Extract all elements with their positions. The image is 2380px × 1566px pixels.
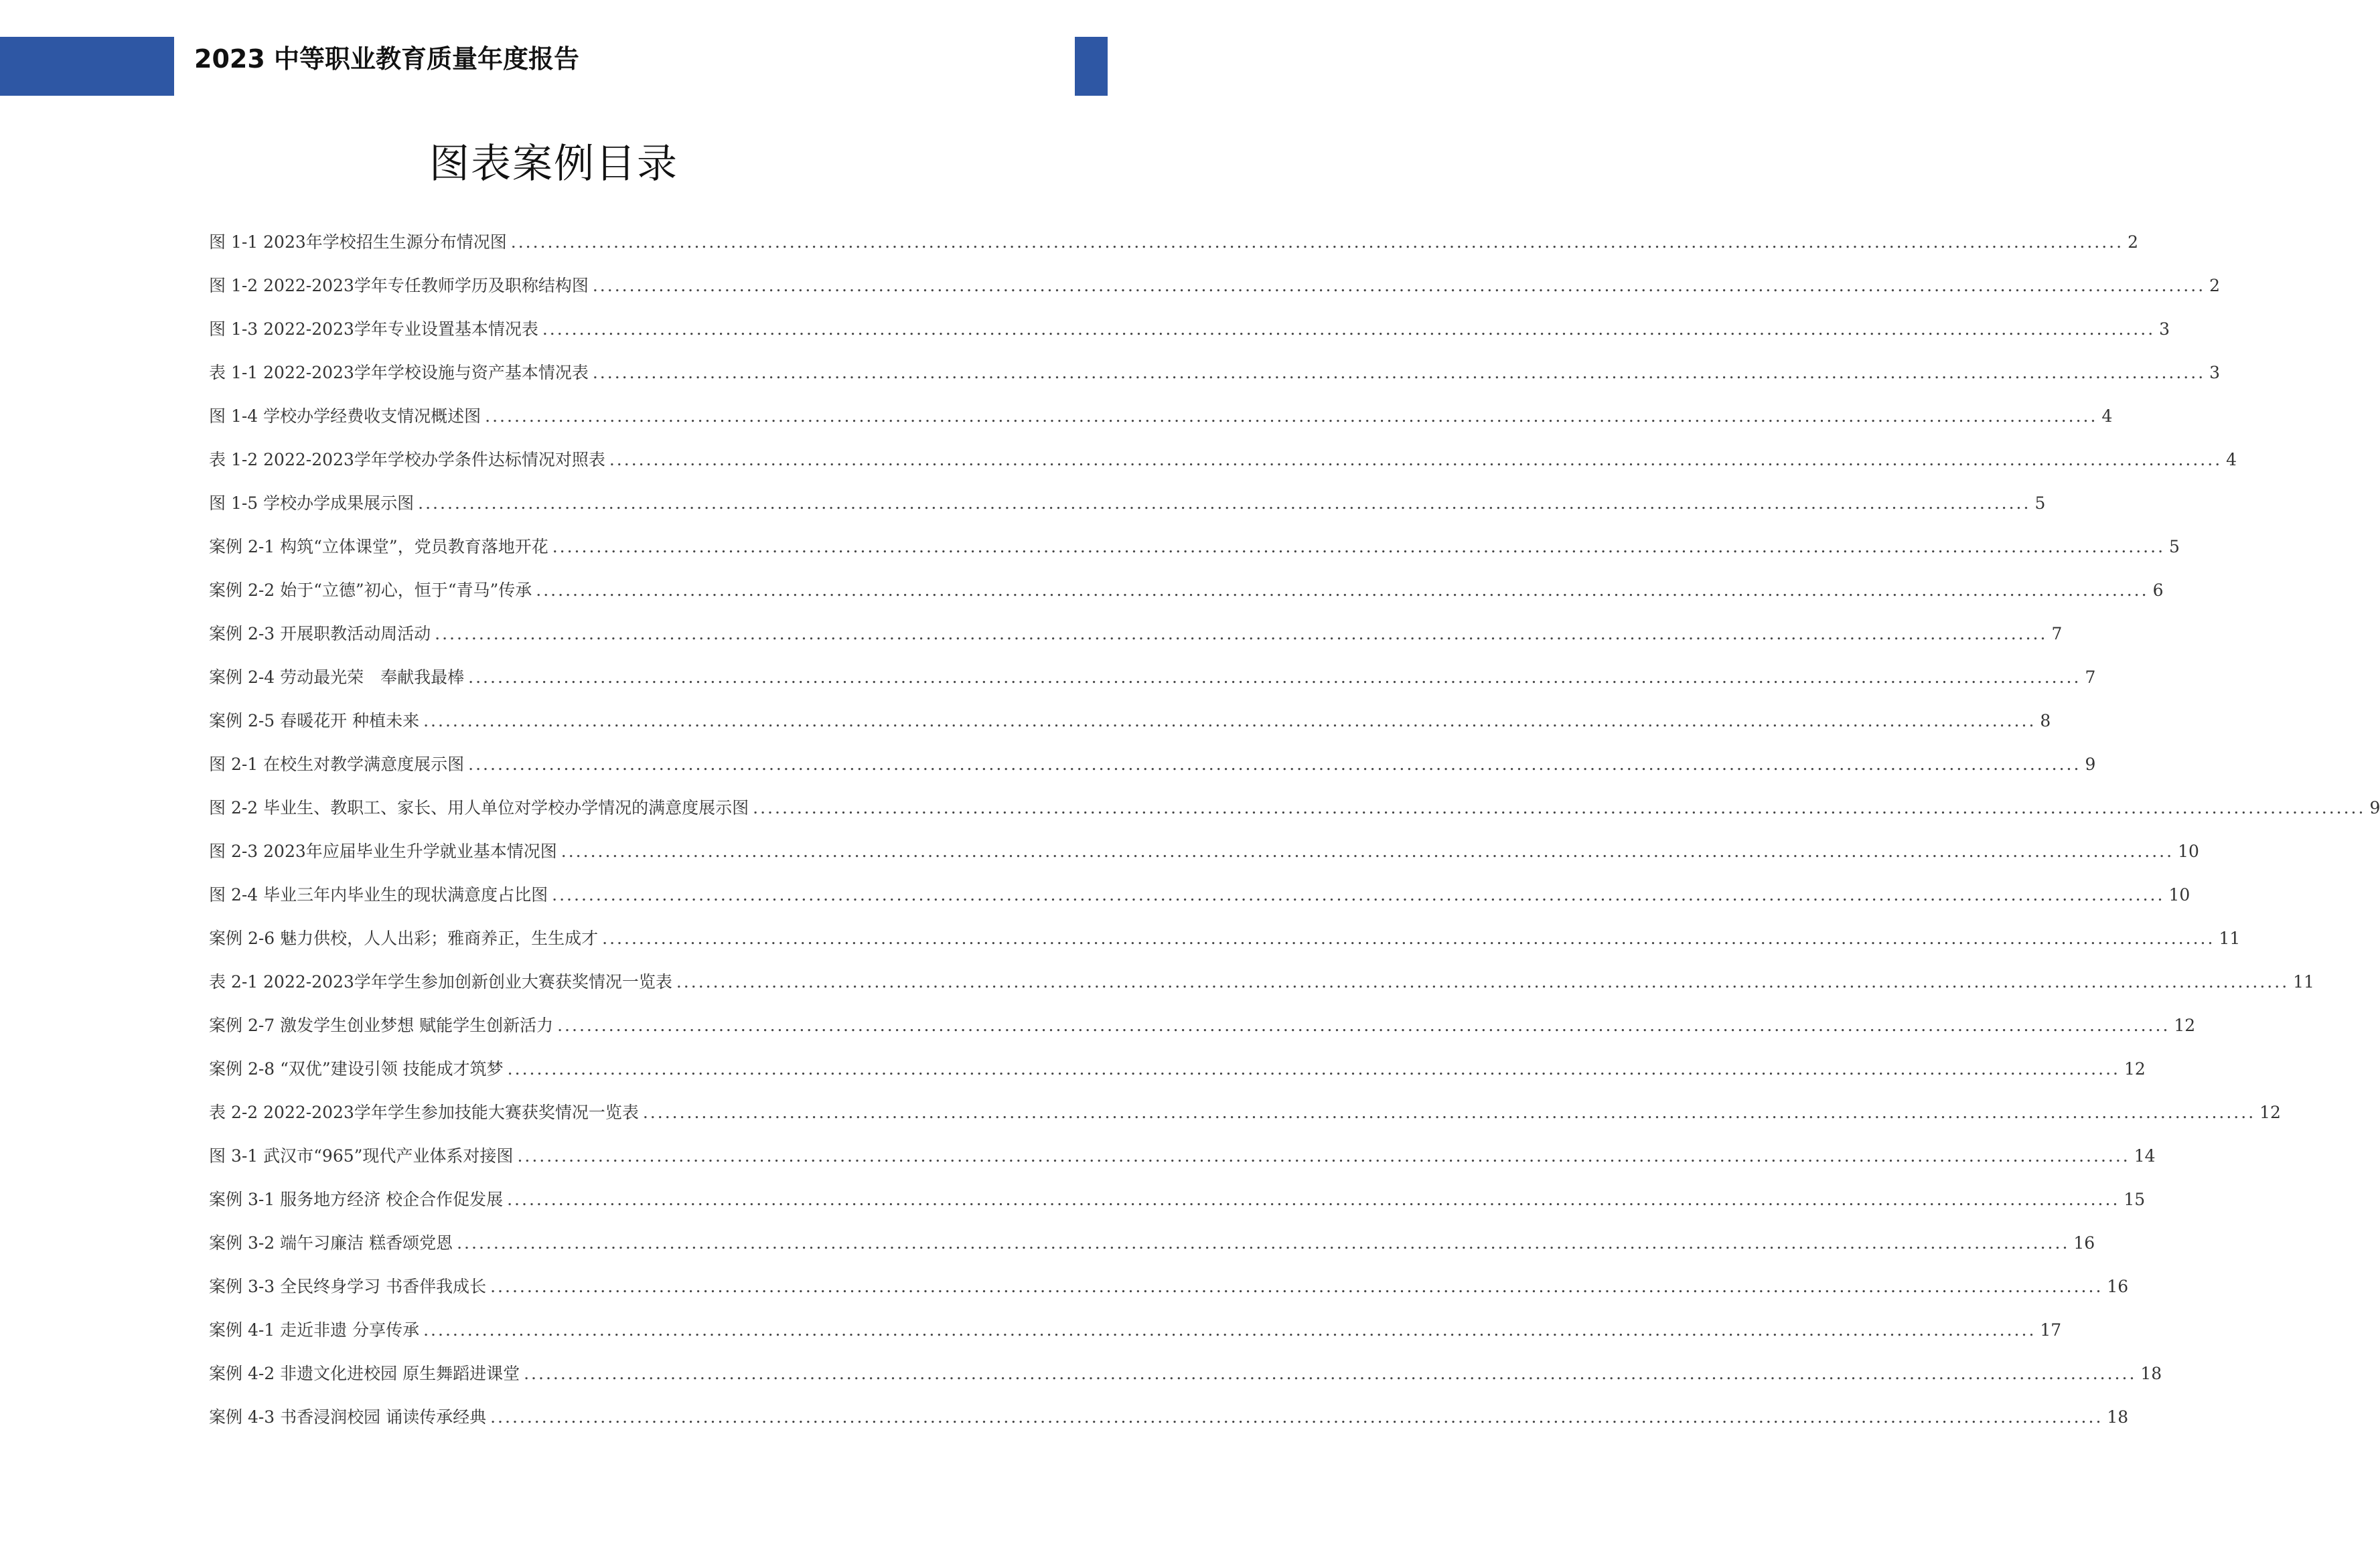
toc-entry-label: 案例 3-3 全民终身学习 书香伴我成长 [209, 1277, 487, 1296]
toc-entry[interactable] [209, 1184, 2146, 1227]
toc-entry-page-number: 14 [2134, 1146, 2156, 1166]
toc-entry-label: 图 1-4 学校办学经费收支情况概述图 [209, 406, 481, 426]
toc-dot-leader: ............................................................................................................................................................................................................................ [552, 537, 2166, 556]
toc-entry[interactable] [209, 923, 2241, 966]
toc-entry[interactable] [209, 966, 2314, 1010]
toc-entry-page-number: 5 [2034, 493, 2046, 513]
toc-dot-leader: ............................................................................................................................................................................................................................ [609, 450, 2223, 469]
toc-entry-page-number: 9 [2085, 755, 2096, 774]
toc-entry[interactable] [209, 270, 2221, 313]
toc-dot-leader: ............................................................................................................................................................................................................................ [435, 624, 2048, 643]
toc-entry-page-number: 18 [2107, 1407, 2129, 1427]
toc-dot-leader: ............................................................................................................................................................................................................................ [423, 711, 2036, 730]
toc-entry[interactable] [209, 487, 2046, 531]
toc-entry-page-number: 3 [2209, 363, 2221, 382]
toc-entry-label: 案例 3-1 服务地方经济 校企合作促发展 [209, 1190, 504, 1209]
toc-entry[interactable] [209, 749, 2096, 792]
toc-entry-page-number: 4 [2101, 406, 2113, 426]
toc-entry-label: 表 1-1 2022-2023学年学校设施与资产基本情况表 [209, 363, 589, 382]
toc-entry-label: 图 1-3 2022-2023学年专业设置基本情况表 [209, 319, 538, 339]
toc-entry-page-number: 2 [2209, 276, 2221, 295]
header-accent-band-left [0, 37, 174, 96]
toc-entry-page-number: 17 [2040, 1320, 2062, 1340]
toc-entry-label: 图 2-1 在校生对教学满意度展示图 [209, 755, 465, 774]
toc-entry[interactable] [209, 1314, 2062, 1358]
toc-dot-leader: ............................................................................................................................................................................................................................ [423, 1320, 2036, 1340]
toc-entry-page-number: 12 [2124, 1059, 2146, 1079]
toc-dot-leader: ............................................................................................................................................................................................................................ [753, 798, 2366, 817]
toc-entry-label: 案例 2-4 劳动最光荣 奉献我最棒 [209, 668, 465, 687]
toc-entry-label: 案例 4-3 书香浸润校园 诵读传承经典 [209, 1407, 487, 1427]
toc-entry-label: 图 2-2 毕业生、教职工、家长、用人单位对学校办学情况的满意度展示图 [209, 798, 749, 817]
toc-dot-leader: ............................................................................................................................................................................................................................ [592, 363, 2206, 382]
toc-dot-leader: ............................................................................................................................................................................................................................ [561, 842, 2174, 861]
toc-entry[interactable] [209, 1140, 2156, 1184]
toc-entry-label: 案例 4-2 非遗文化进校园 原生舞蹈进课堂 [209, 1364, 520, 1383]
toc-entry-label: 图 2-3 2023年应届毕业生升学就业基本情况图 [209, 842, 557, 861]
toc-entry-label: 表 1-2 2022-2023学年学校办学条件达标情况对照表 [209, 450, 605, 469]
toc-entry-page-number: 9 [2369, 798, 2380, 817]
toc-entry[interactable] [209, 400, 2113, 444]
toc-entry-page-number: 10 [2168, 885, 2190, 905]
toc-dot-leader: ............................................................................................................................................................................................................................ [542, 319, 2156, 339]
toc-dot-leader: ............................................................................................................................................................................................................................ [418, 493, 2031, 513]
toc-dot-leader: ............................................................................................................................................................................................................................ [552, 885, 2165, 905]
toc-dot-leader: ............................................................................................................................................................................................................................ [676, 972, 2290, 992]
toc-entry-page-number: 11 [2219, 929, 2241, 948]
toc-dot-leader: ............................................................................................................................................................................................................................ [490, 1407, 2103, 1427]
toc-dot-leader: ............................................................................................................................................................................................................................ [507, 1190, 2120, 1209]
toc-entry-page-number: 8 [2040, 711, 2051, 730]
toc-entry[interactable] [209, 1010, 2196, 1053]
toc-entry[interactable] [209, 1358, 2162, 1401]
toc-entry-page-number: 6 [2152, 580, 2164, 600]
toc-entry[interactable] [209, 531, 2180, 574]
toc-entry-page-number: 16 [2073, 1233, 2095, 1253]
toc-dot-leader: ............................................................................................................................................................................................................................ [517, 1146, 2130, 1166]
page-title: 图表案例目录 [429, 141, 678, 187]
toc-entry[interactable] [209, 1271, 2129, 1314]
toc-entry-page-number: 16 [2107, 1277, 2129, 1296]
toc-entry[interactable] [209, 444, 2237, 487]
toc-entry-label: 图 1-2 2022-2023学年专任教师学历及职称结构图 [209, 276, 589, 295]
toc-entry-page-number: 11 [2293, 972, 2314, 992]
report-title: 2023 中等职业教育质量年度报告 [194, 44, 579, 74]
toc-entry-page-number: 12 [2174, 1016, 2196, 1035]
toc-entry-page-number: 7 [2085, 668, 2096, 687]
toc-entry-label: 表 2-1 2022-2023学年学生参加创新创业大赛获奖情况一览表 [209, 972, 672, 992]
toc-dot-leader: ............................................................................................................................................................................................................................ [468, 755, 2081, 774]
toc-entry-label: 案例 2-3 开展职教活动周活动 [209, 624, 431, 643]
toc-dot-leader: ............................................................................................................................................................................................................................ [507, 1059, 2120, 1079]
toc-entry-page-number: 7 [2051, 624, 2063, 643]
toc-entry-label: 案例 2-5 春暖花开 种植未来 [209, 711, 420, 730]
toc-entry[interactable] [209, 661, 2096, 705]
toc-entry[interactable] [209, 879, 2190, 923]
toc-dot-leader: ............................................................................................................................................................................................................................ [510, 232, 2124, 252]
toc-entry[interactable] [209, 1097, 2281, 1140]
toc-entry-label: 案例 4-1 走近非遗 分享传承 [209, 1320, 420, 1340]
toc-entry-page-number: 18 [2140, 1364, 2162, 1383]
toc-entry[interactable] [209, 226, 2138, 270]
toc-entry-label: 案例 2-7 激发学生创业梦想 赋能学生创新活力 [209, 1016, 554, 1035]
toc-entry[interactable] [209, 836, 2199, 879]
toc-dot-leader: ............................................................................................................................................................................................................................ [485, 406, 2098, 426]
toc-entry-label: 案例 3-2 端午习廉洁 糕香颂党恩 [209, 1233, 453, 1253]
toc-entry-page-number: 3 [2159, 319, 2170, 339]
toc-list [209, 226, 2380, 1445]
toc-entry[interactable] [209, 792, 2380, 836]
toc-entry-page-number: 15 [2124, 1190, 2146, 1209]
toc-entry[interactable] [209, 1401, 2129, 1445]
toc-entry-label: 图 3-1 武汉市“965”现代产业体系对接图 [209, 1146, 514, 1166]
toc-entry[interactable] [209, 1053, 2146, 1097]
toc-dot-leader: ............................................................................................................................................................................................................................ [642, 1103, 2256, 1122]
toc-entry[interactable] [209, 313, 2170, 357]
toc-dot-leader: ............................................................................................................................................................................................................................ [602, 929, 2215, 948]
toc-entry-label: 案例 2-2 始于“立德”初心，恒于“青马”传承 [209, 580, 532, 600]
toc-dot-leader: ............................................................................................................................................................................................................................ [468, 668, 2081, 687]
toc-entry[interactable] [209, 1227, 2095, 1271]
toc-entry-page-number: 12 [2259, 1103, 2281, 1122]
toc-dot-leader: ............................................................................................................................................................................................................................ [557, 1016, 2170, 1035]
toc-entry-label: 案例 2-1 构筑“立体课堂”，党员教育落地开花 [209, 537, 548, 556]
toc-entry[interactable] [209, 618, 2063, 661]
header-accent-band-right [1075, 37, 1108, 96]
toc-dot-leader: ............................................................................................................................................................................................................................ [490, 1277, 2103, 1296]
toc-dot-leader: ............................................................................................................................................................................................................................ [592, 276, 2206, 295]
toc-entry-page-number: 4 [2226, 450, 2237, 469]
toc-entry-label: 表 2-2 2022-2023学年学生参加技能大赛获奖情况一览表 [209, 1103, 639, 1122]
toc-entry-label: 图 1-5 学校办学成果展示图 [209, 493, 415, 513]
toc-entry[interactable] [209, 357, 2221, 400]
toc-entry-page-number: 5 [2169, 537, 2180, 556]
toc-dot-leader: ............................................................................................................................................................................................................................ [457, 1233, 2070, 1253]
toc-entry-label: 案例 2-8 “双优”建设引领 技能成才筑梦 [209, 1059, 504, 1079]
toc-entry-label: 图 2-4 毕业三年内毕业生的现状满意度占比图 [209, 885, 548, 905]
toc-entry-page-number: 2 [2128, 232, 2138, 252]
toc-entry-label: 图 1-1 2023年学校招生生源分布情况图 [209, 232, 507, 252]
toc-entry-page-number: 10 [2178, 842, 2199, 861]
toc-dot-leader: ............................................................................................................................................................................................................................ [524, 1364, 2137, 1383]
toc-entry-label: 案例 2-6 魅力供校，人人出彩；雅商养正，生生成才 [209, 929, 599, 948]
toc-entry[interactable] [209, 574, 2164, 618]
toc-dot-leader: ............................................................................................................................................................................................................................ [536, 580, 2149, 600]
toc-entry[interactable] [209, 705, 2051, 749]
